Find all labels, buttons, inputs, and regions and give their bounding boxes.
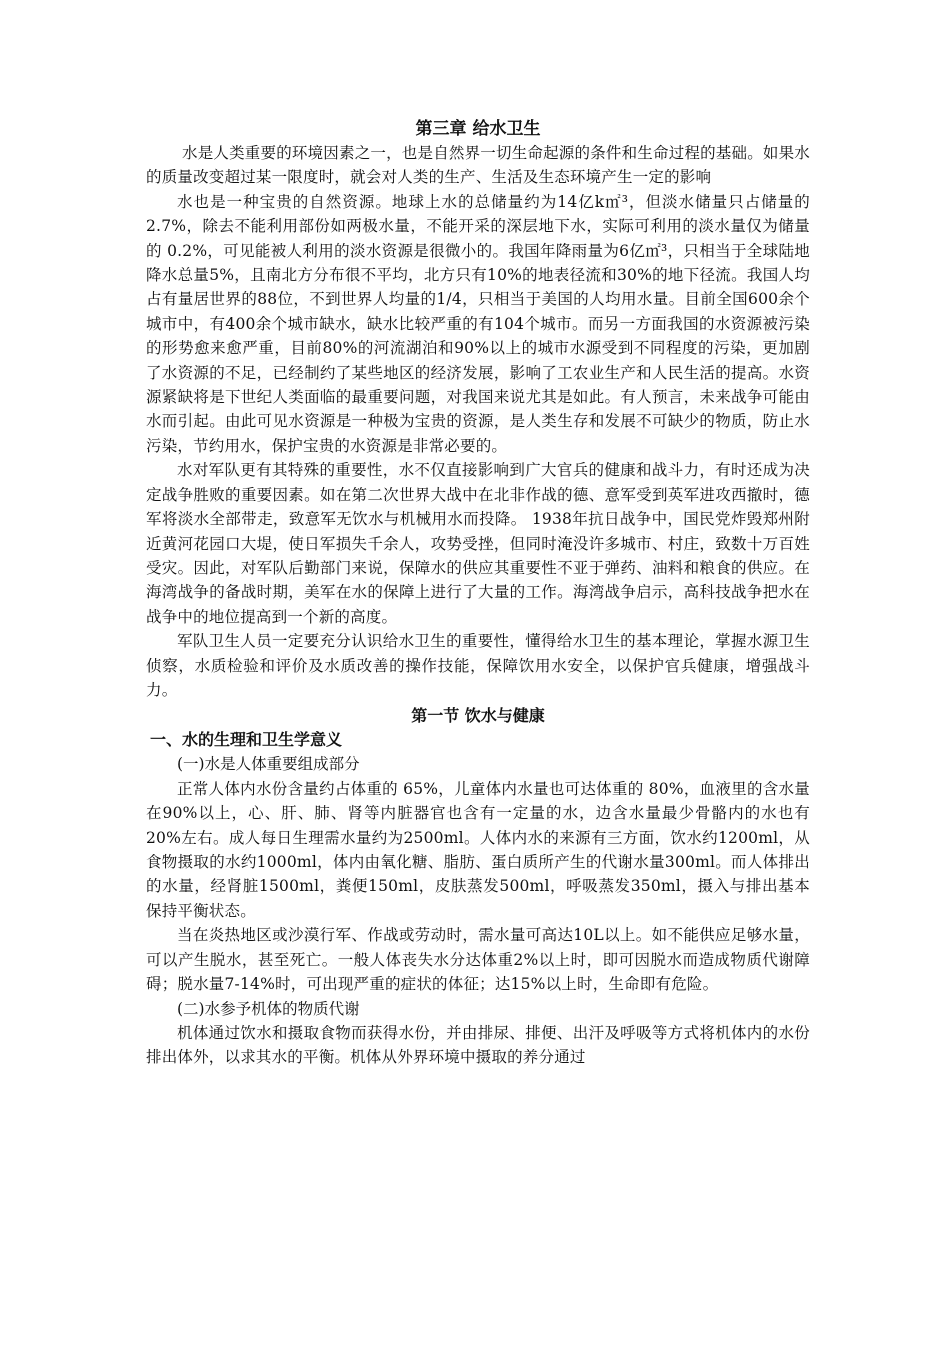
body-paragraph: 当在炎热地区或沙漠行军、作战或劳动时，需水量可高达10L以上。如不能供应足够水量，可以产生脱水，甚至死亡。一般人体丧失水分达体重2%以上时，即可因脱水而造成物质代谢障碍；脱水量7-14%时，可出现严重的症状的体征；达15%以上时，生命即有危险。: [146, 926, 810, 994]
chapter-title: 第三章 给水卫生: [415, 119, 541, 139]
body-paragraph: 机体通过饮水和摄取食物而获得水份，并由排尿、排便、出汗及呼吸等方式将机体内的水份排出体外，以求其水的平衡。机体从外界环境中摄取的养分通过: [146, 1024, 810, 1067]
subheading: (二)水参予机体的物质代谢: [177, 999, 360, 1018]
body-paragraph: 正常人体内水份含量约占体重的 65%，儿童体内水量也可达体重的 80%，血液里的含水量在90%以上，心、肝、肺、肾等内脏器官也含有一定量的水，边含水量最少骨骼内的水也有20%左右。成人每日生理需水量约为2500ml。人体内水的来源有三方面，饮水约1200ml，从食物摄取的水约1000ml，体内由氧化糖、脂肪、蛋白质所产生的代谢水量300ml。而人体排出的水量，经肾脏1500ml，粪便150ml，皮肤蒸发500ml，呼吸蒸发350ml，摄入与排出基本保持平衡状态。: [146, 779, 810, 920]
subheading: (一)水是人体重要组成部分: [177, 755, 360, 774]
heading-level-1: 一、水的生理和卫生学意义: [150, 730, 343, 750]
section-title: 第一节 饮水与健康: [411, 706, 545, 726]
intro-paragraph: 水对军队更有其特殊的重要性，水不仅直接影响到广大官兵的健康和战斗力，有时还成为决定战争胜败的重要因素。如在第二次世界大战中在北非作战的德、意军受到英军进攻西撤时，德军将淡水全部带走，致意军无饮水与机械用水而投降。 1938年抗日战争中，国民党炸毁郑州附近黄河花园口大堤，使日军损失千余人，攻势受挫，但同时淹没许多城市、村庄，致数十万百姓受灾。因此，对军队后勤部门来说，保障水的供应其重要性不亚于弹药、油料和粮食的供应。在海湾战争的备战时期，美军在水的保障上进行了大量的工作。海湾战争启示，高科技战争把水在战争中的地位提高到一个新的高度。: [146, 461, 810, 626]
intro-paragraph: 水是人类重要的环境因素之一，也是自然界一切生命起源的条件和生命过程的基础。如果水的质量改变超过某一限度时，就会对人类的生产、生活及生态环境产生一定的影响: [146, 144, 811, 187]
intro-paragraph: 水也是一种宝贵的自然资源。地球上水的总储量约为14亿k㎡³，但淡水储量只占储量的 2.7%，除去不能利用部份如两极水量，不能开采的深层地下水，实际可利用的淡水量仅为储量的 0.2%，可见能被人利用的淡水资源是很微小的。我国年降雨量为6亿㎡³，只相当于全球陆地降水总量5%，且南北方分布很不平均，北方只有10%的地表径流和30%的地下径流。我国人均占有量居世界的88位，不到世界人均量的1/4，只相当于美国的人均用水量。目前全国600余个城市中，有400余个城市缺水，缺水比较严重的有104个城市。而另一方面我国的水资源被污染的形势愈来愈严重，目前80%的河流湖泊和90%以上的城市水源受到不同程度的污染，更加剧了水资源的不足，已经制约了某些地区的经济发展，影响了工农业生产和人民生活的提高。水资源紧缺将是下世纪人类面临的最重要问题，对我国来说尤其是如此。有人预言，未来战争可能由水而引起。由此可见水资源是一种极为宝贵的资源，是人类生存和发展不可缺少的物质，防止水污染，节约用水，保护宝贵的水资源是非常必要的。: [146, 192, 810, 455]
document-page: [146, 117, 810, 1070]
intro-paragraph: 军队卫生人员一定要充分认识给水卫生的重要性，懂得给水卫生的基本理论，掌握水源卫生侦察，水质检验和评价及水质改善的操作技能，保障饮用水安全，以保护官兵健康，增强战斗力。: [146, 632, 810, 699]
